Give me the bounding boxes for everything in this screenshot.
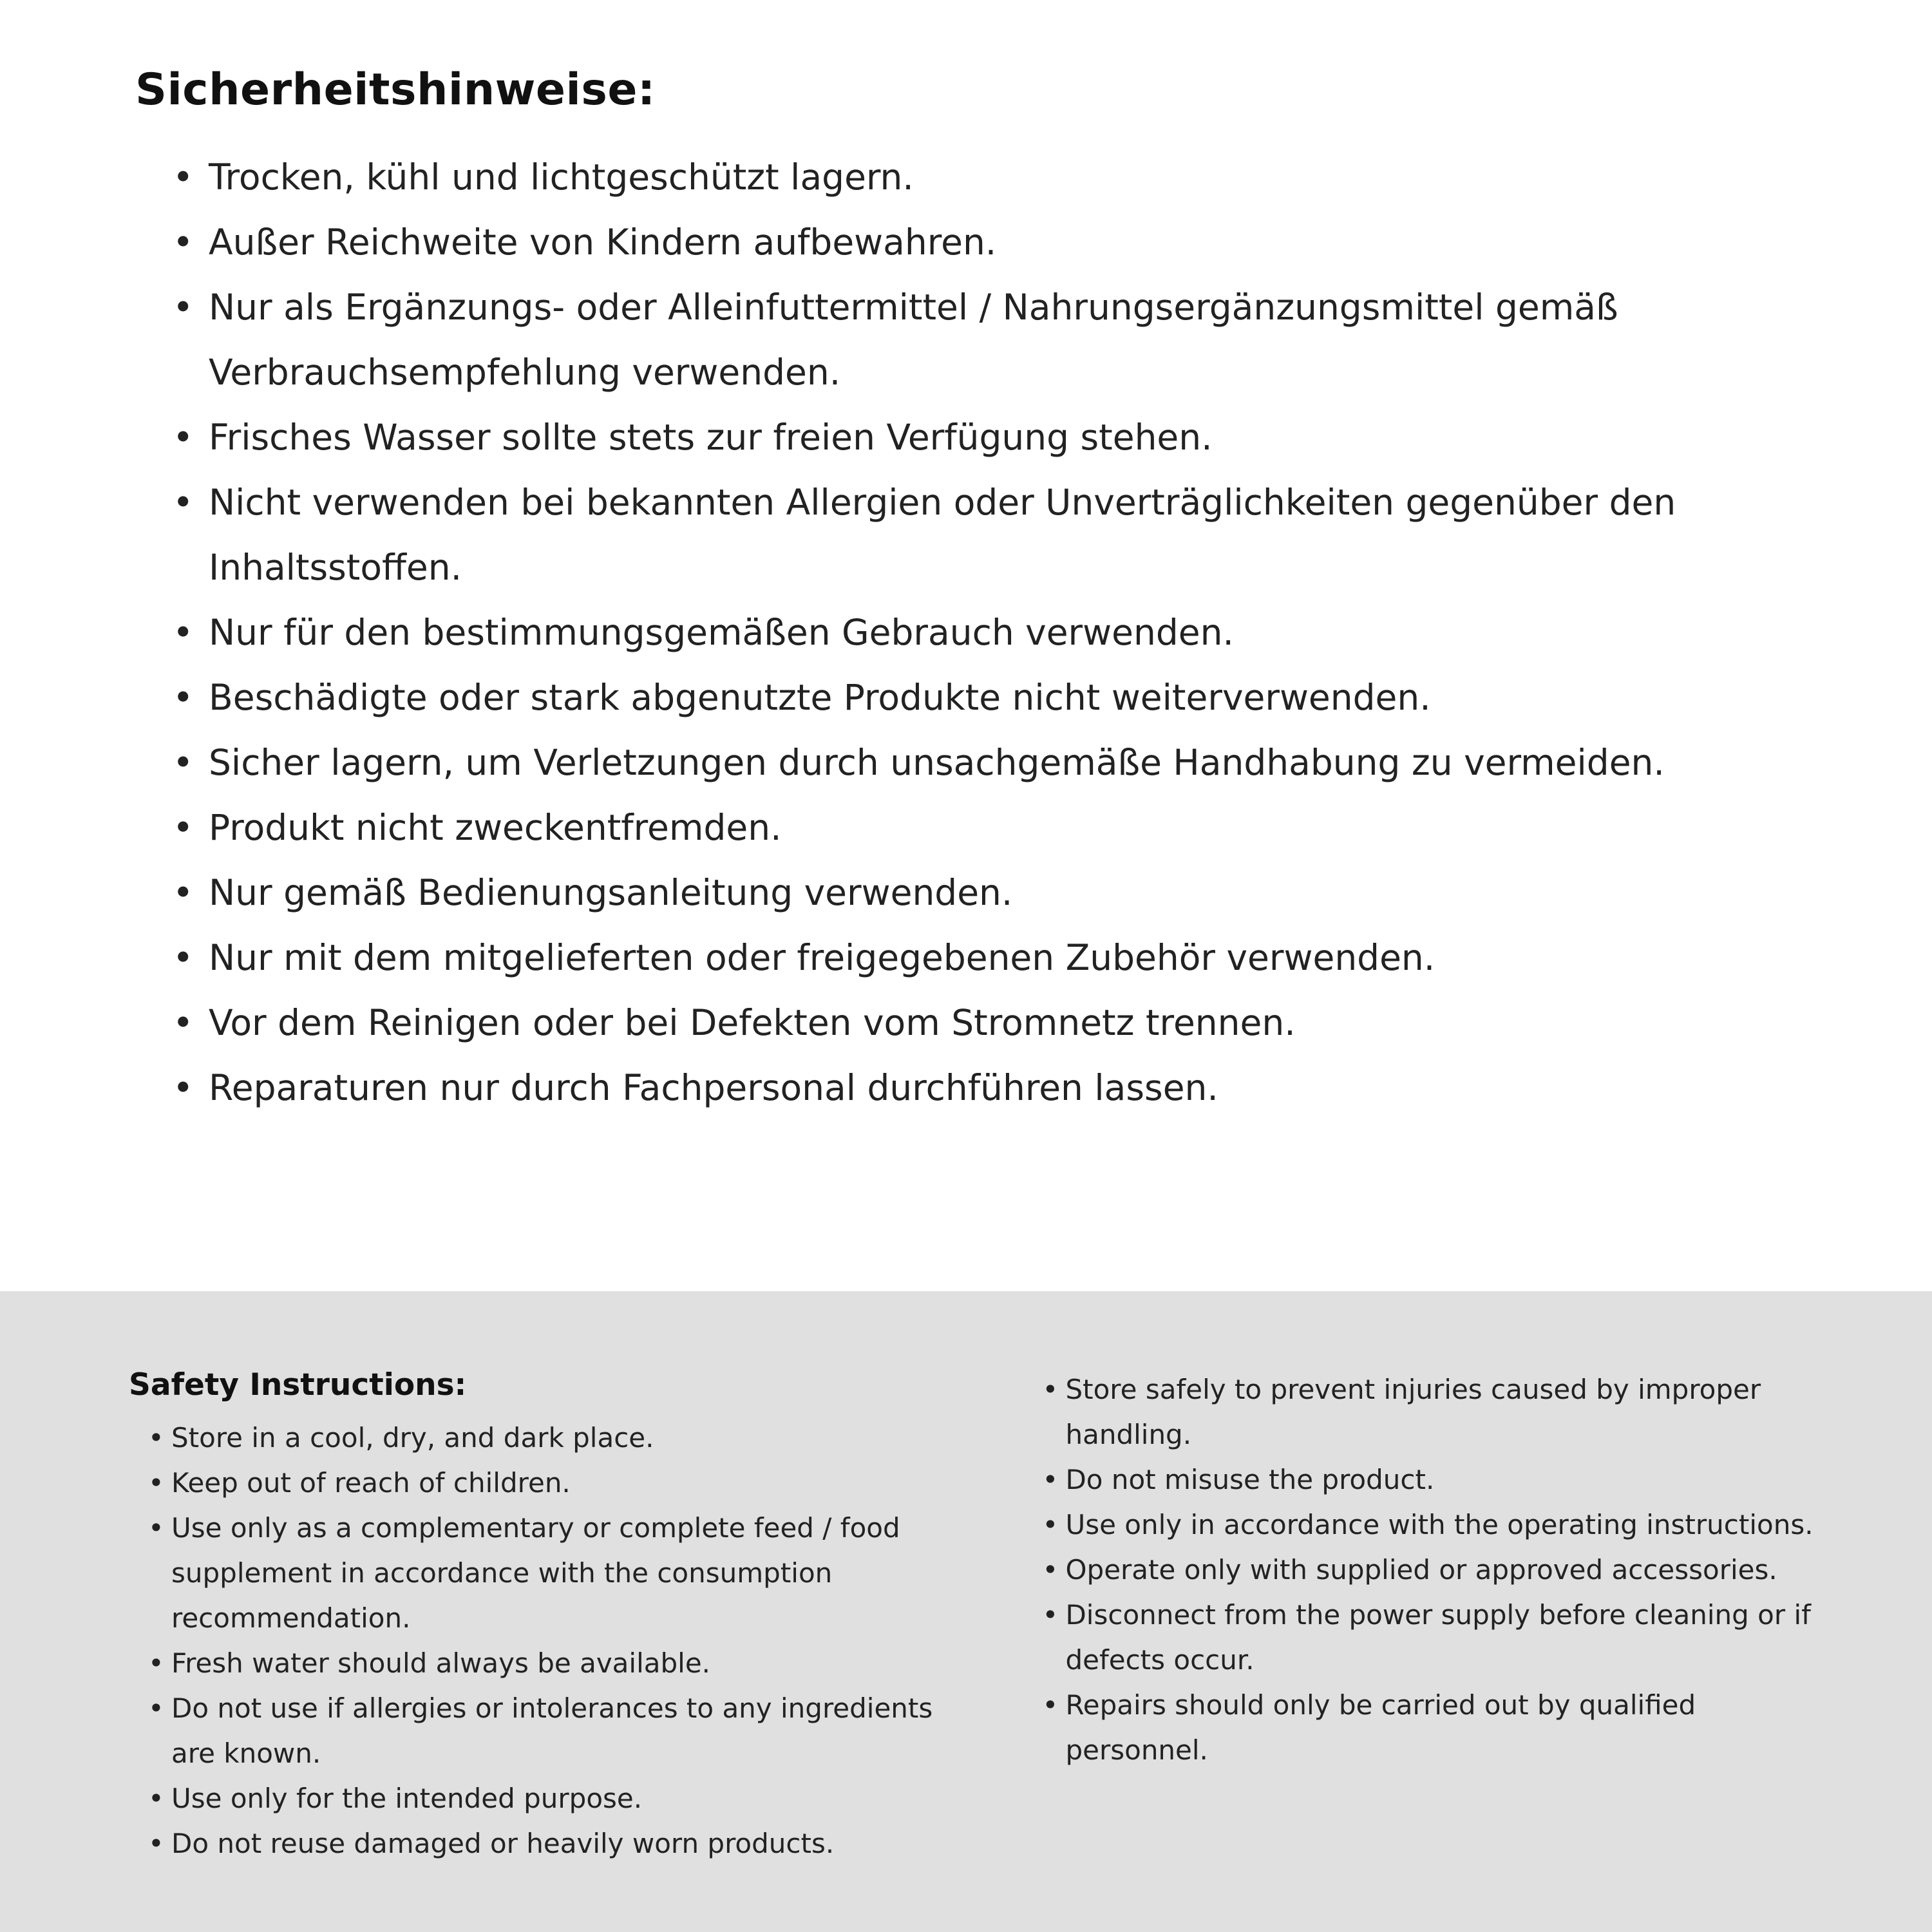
english-columns — [129, 1367, 1835, 1866]
english-column-left — [129, 1367, 956, 1866]
list-item: • Nur für den bestimmungsgemäßen Gebrauch verwenden. — [173, 600, 1816, 665]
list-item: • Repairs should only be carried out by qualified personnel. — [1033, 1683, 1835, 1773]
list-item: • Nur als Ergänzungs- oder Alleinfuttermittel / Nahrungsergänzungsmittel gemäß Verbrauchsempfehlung verwenden. — [173, 275, 1816, 405]
list-item: • Trocken, kühl und lichtgeschützt lagern. — [173, 145, 1816, 210]
list-item: • Do not misuse the product. — [1033, 1457, 1835, 1502]
list-item: • Nicht verwenden bei bekannten Allergien oder Unverträglichkeiten gegenüber den Inhaltsstoffen. — [173, 470, 1816, 600]
list-item: • Beschädigte oder stark abgenutzte Produkte nicht weiterverwenden. — [173, 665, 1816, 730]
list-item: • Außer Reichweite von Kindern aufbewahren. — [173, 210, 1816, 275]
list-item: • Sicher lagern, um Verletzungen durch unsachgemäße Handhabung zu vermeiden. — [173, 730, 1816, 795]
list-item: • Produkt nicht zweckentfremden. — [173, 795, 1816, 860]
section-title-english: Safety Instructions: — [129, 1367, 467, 1403]
list-item: • Store safely to prevent injuries caused by improper handling. — [1033, 1367, 1835, 1457]
english-section — [0, 1291, 1932, 1932]
english-bullet-list-right — [1033, 1367, 1835, 1773]
list-item: • Do not reuse damaged or heavily worn products. — [139, 1821, 956, 1866]
list-item: • Do not use if allergies or intolerances to any ingredients are known. — [139, 1686, 956, 1776]
section-title-german: Sicherheitshinweise: — [135, 64, 656, 115]
list-item: • Use only in accordance with the operating instructions. — [1033, 1502, 1835, 1548]
list-item: • Operate only with supplied or approved accessories. — [1033, 1548, 1835, 1593]
list-item: • Keep out of reach of children. — [139, 1461, 956, 1506]
list-item: • Nur gemäß Bedienungsanleitung verwenden. — [173, 860, 1816, 925]
german-bullet-list — [173, 145, 1816, 1121]
list-item: • Disconnect from the power supply before cleaning or if defects occur. — [1033, 1593, 1835, 1683]
list-item: • Use only for the intended purpose. — [139, 1776, 956, 1821]
list-item: • Nur mit dem mitgelieferten oder freigegebenen Zubehör verwenden. — [173, 925, 1816, 990]
english-column-right — [1033, 1367, 1835, 1773]
list-item: • Reparaturen nur durch Fachpersonal durchführen lassen. — [173, 1056, 1816, 1121]
list-item: • Vor dem Reinigen oder bei Defekten vom Stromnetz trennen. — [173, 990, 1816, 1056]
list-item: • Store in a cool, dry, and dark place. — [139, 1416, 956, 1461]
list-item: • Frisches Wasser sollte stets zur freien Verfügung stehen. — [173, 405, 1816, 470]
list-item: • Use only as a complementary or complete feed / food supplement in accordance with the consumption recommendation. — [139, 1506, 956, 1641]
list-item: • Fresh water should always be available. — [139, 1641, 956, 1686]
english-bullet-list-left — [139, 1416, 956, 1866]
